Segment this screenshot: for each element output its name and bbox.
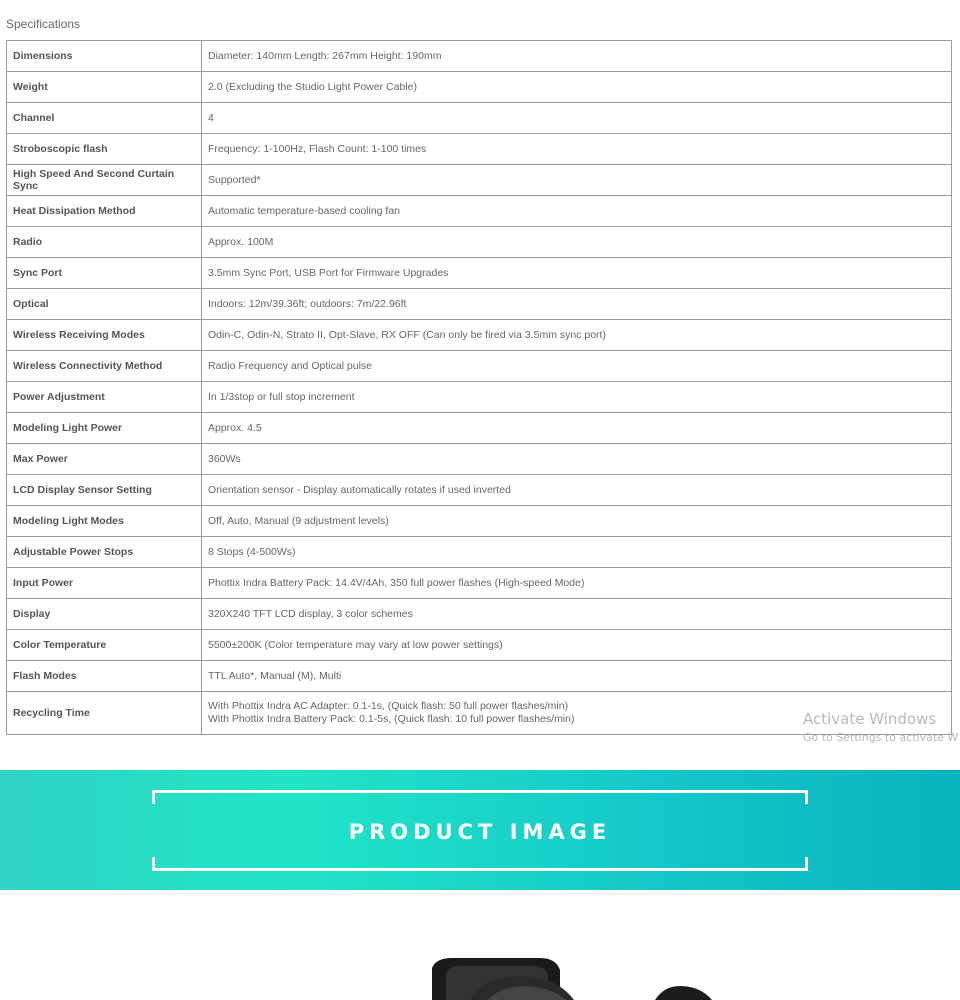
table-row — [7, 258, 952, 289]
spec-label: Max Power — [7, 444, 202, 475]
table-row — [7, 599, 952, 630]
spec-value: Approx. 4.5 — [202, 413, 952, 444]
spec-label: Wireless Receiving Modes — [7, 320, 202, 351]
spec-value: Approx. 100M — [202, 227, 952, 258]
spec-label: Radio — [7, 227, 202, 258]
specifications-table — [6, 40, 952, 735]
spec-label: Sync Port — [7, 258, 202, 289]
table-row — [7, 72, 952, 103]
table-row — [7, 506, 952, 537]
table-row — [7, 630, 952, 661]
spec-value: 5500±200K (Color temperature may vary at low power settings) — [202, 630, 952, 661]
spec-label: Modeling Light Modes — [7, 506, 202, 537]
table-row — [7, 289, 952, 320]
spec-value: Frequency: 1-100Hz, Flash Count: 1-100 times — [202, 134, 952, 165]
spec-label: Dimensions — [7, 41, 202, 72]
table-row — [7, 413, 952, 444]
specifications-heading: Specifications — [6, 17, 81, 31]
table-row — [7, 320, 952, 351]
table-row — [7, 351, 952, 382]
watermark-subtitle: Go to Settings to activate W — [803, 731, 959, 744]
spec-label: Input Power — [7, 568, 202, 599]
spec-value: Odin-C, Odin-N, Strato II, Opt-Slave, RX OFF (Can only be fired via 3.5mm sync port) — [202, 320, 952, 351]
spec-label: Adjustable Power Stops — [7, 537, 202, 568]
spec-value: 3.5mm Sync Port, USB Port for Firmware Upgrades — [202, 258, 952, 289]
spec-value: 8 Stops (4-500Ws) — [202, 537, 952, 568]
table-row — [7, 227, 952, 258]
spec-value-line: With Phottix Indra AC Adapter: 0.1-1s, (Quick flash: 50 full power flashes/min) — [208, 700, 569, 712]
activate-windows-watermark[interactable] — [803, 710, 958, 744]
spec-value: 4 — [202, 103, 952, 134]
spec-label: High Speed And Second Curtain Sync — [7, 165, 202, 196]
table-row — [7, 196, 952, 227]
table-row — [7, 475, 952, 506]
spec-value: In 1/3stop or full stop increment — [202, 382, 952, 413]
spec-label: Stroboscopic flash — [7, 134, 202, 165]
spec-label: Optical — [7, 289, 202, 320]
banner-bracket-bottom — [152, 857, 808, 871]
spec-label: Recycling Time — [7, 692, 202, 735]
spec-value: 2.0 (Excluding the Studio Light Power Cable) — [202, 72, 952, 103]
spec-value: Automatic temperature-based cooling fan — [202, 196, 952, 227]
spec-label: Heat Dissipation Method — [7, 196, 202, 227]
banner-title: PRODUCT IMAGE — [348, 820, 612, 844]
studio-flash-image — [0, 890, 960, 1000]
spec-label: Flash Modes — [7, 661, 202, 692]
spec-value: Orientation sensor - Display automatically rotates if used inverted — [202, 475, 952, 506]
spec-value: Radio Frequency and Optical pulse — [202, 351, 952, 382]
spec-label: Modeling Light Power — [7, 413, 202, 444]
table-row — [7, 661, 952, 692]
table-row — [7, 568, 952, 599]
table-row — [7, 382, 952, 413]
spec-value-line: With Phottix Indra Battery Pack: 0.1-5s, (Quick flash: 10 full power flashes/min) — [208, 713, 575, 725]
product-image-banner — [0, 770, 960, 890]
watermark-title: Activate Windows — [803, 710, 937, 728]
spec-label: Color Temperature — [7, 630, 202, 661]
product-image — [0, 890, 960, 1000]
table-row — [7, 537, 952, 568]
spec-value: TTL Auto*, Manual (M), Multi — [202, 661, 952, 692]
spec-value: 360Ws — [202, 444, 952, 475]
table-row — [7, 41, 952, 72]
table-row — [7, 134, 952, 165]
spec-label: LCD Display Sensor Setting — [7, 475, 202, 506]
spec-value: Off, Auto, Manual (9 adjustment levels) — [202, 506, 952, 537]
spec-label: Channel — [7, 103, 202, 134]
spec-value: Indoors: 12m/39.36ft; outdoors: 7m/22.96ft — [202, 289, 952, 320]
spec-label: Display — [7, 599, 202, 630]
spec-label: Power Adjustment — [7, 382, 202, 413]
table-row — [7, 444, 952, 475]
spec-value: 320X240 TFT LCD display, 3 color schemes — [202, 599, 952, 630]
spec-label: Weight — [7, 72, 202, 103]
table-row — [7, 103, 952, 134]
spec-value: Phottix Indra Battery Pack: 14.4V/4Ah, 350 full power flashes (High-speed Mode) — [202, 568, 952, 599]
spec-label: Wireless Connectivity Method — [7, 351, 202, 382]
spec-value: Diameter: 140mm Length: 267mm Height: 190mm — [202, 41, 952, 72]
spec-value: Supported* — [202, 165, 952, 196]
banner-bracket-top — [152, 790, 808, 804]
table-row — [7, 165, 952, 196]
